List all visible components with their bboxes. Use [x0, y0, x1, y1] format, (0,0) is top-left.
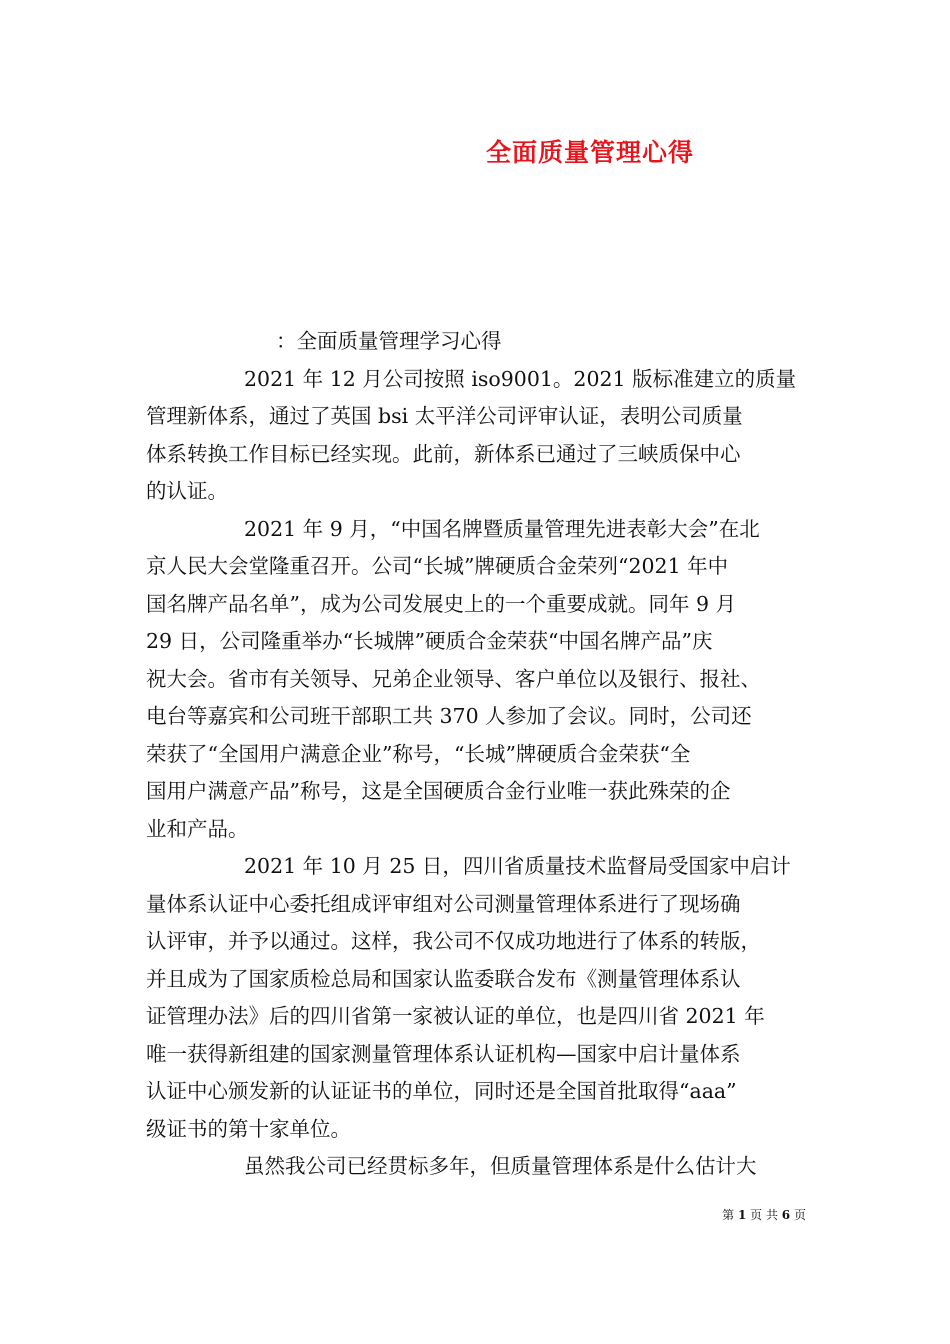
paragraph-line: 祝大会。省市有关领导、兄弟企业领导、客户单位以及银行、报社、	[146, 666, 761, 691]
paragraph-line: 证管理办法》后的四川省第一家被认证的单位，也是四川省 2021 年	[146, 1004, 765, 1028]
paragraph-line: 电台等嘉宾和公司班干部职工共 370 人参加了会议。同时，公司还	[146, 704, 752, 728]
paragraph-line: 2021 年 9 月，“中国名牌暨质量管理先进表彰大会”在北	[244, 516, 760, 541]
paragraph-line: 国用户满意产品”称号，这是全国硬质合金行业唯一获此殊荣的企	[146, 779, 731, 803]
paragraph-line: 并且成为了国家质检总局和国家认监委联合发布《测量管理体系认	[146, 966, 741, 991]
paragraph-line: 认证中心颁发新的认证证书的单位，同时还是全国首批取得“aaa”	[146, 1079, 737, 1103]
paragraph-line: 认评审，并予以通过。这样，我公司不仅成功地进行了体系的转版，	[146, 929, 761, 953]
paragraph-line: 唯一获得新组建的国家测量管理体系认证机构—国家中启计量体系	[146, 1041, 741, 1066]
paragraph-line: 业和产品。	[146, 816, 249, 841]
paragraph-line: 荣获了“全国用户满意企业”称号，“长城”牌硬质合金荣获“全	[146, 741, 691, 766]
page-footer	[0, 1206, 806, 1223]
paragraph-line: 29 日，公司隆重举办“长城牌”硬质合金荣获“中国名牌产品”庆	[146, 629, 713, 653]
paragraph-line: 虽然我公司已经贯标多年，但质量管理体系是什么估计大	[244, 1154, 757, 1178]
paragraph-line: 级证书的第十家单位。	[146, 1116, 351, 1141]
footer-current-page: 1	[737, 1208, 747, 1222]
paragraph-line: 的认证。	[146, 479, 228, 503]
paragraph-line: 2021 年 10 月 25 日，四川省质量技术监督局受国家中启计	[244, 854, 791, 878]
paragraph-line: 国名牌产品名单”，成为公司发展史上的一个重要成就。同年 9 月	[146, 591, 737, 616]
document-body	[146, 323, 816, 1186]
footer-prefix: 第	[722, 1208, 735, 1222]
footer-total-pages: 6	[781, 1208, 791, 1222]
footer-suffix: 页	[793, 1208, 806, 1222]
paragraph-line: 管理新体系，通过了英国 bsi 太平洋公司评审认证，表明公司质量	[146, 404, 743, 428]
footer-middle: 页 共	[750, 1208, 778, 1222]
paragraph-line: 量体系认证中心委托组成评审组对公司测量管理体系进行了现场确	[146, 891, 741, 916]
paragraph-line: 体系转换工作目标已经实现。此前，新体系已通过了三峡质保中心	[146, 441, 741, 466]
paragraph-line: 京人民大会堂隆重召开。公司“长城”牌硬质合金荣列“2021 年中	[146, 554, 729, 578]
document-subtitle: ：全面质量管理学习心得	[276, 329, 502, 353]
document-title: 全面质量管理心得	[485, 138, 694, 167]
paragraph-line: 2021 年 12 月公司按照 iso9001。2021 版标准建立的质量	[244, 366, 797, 391]
